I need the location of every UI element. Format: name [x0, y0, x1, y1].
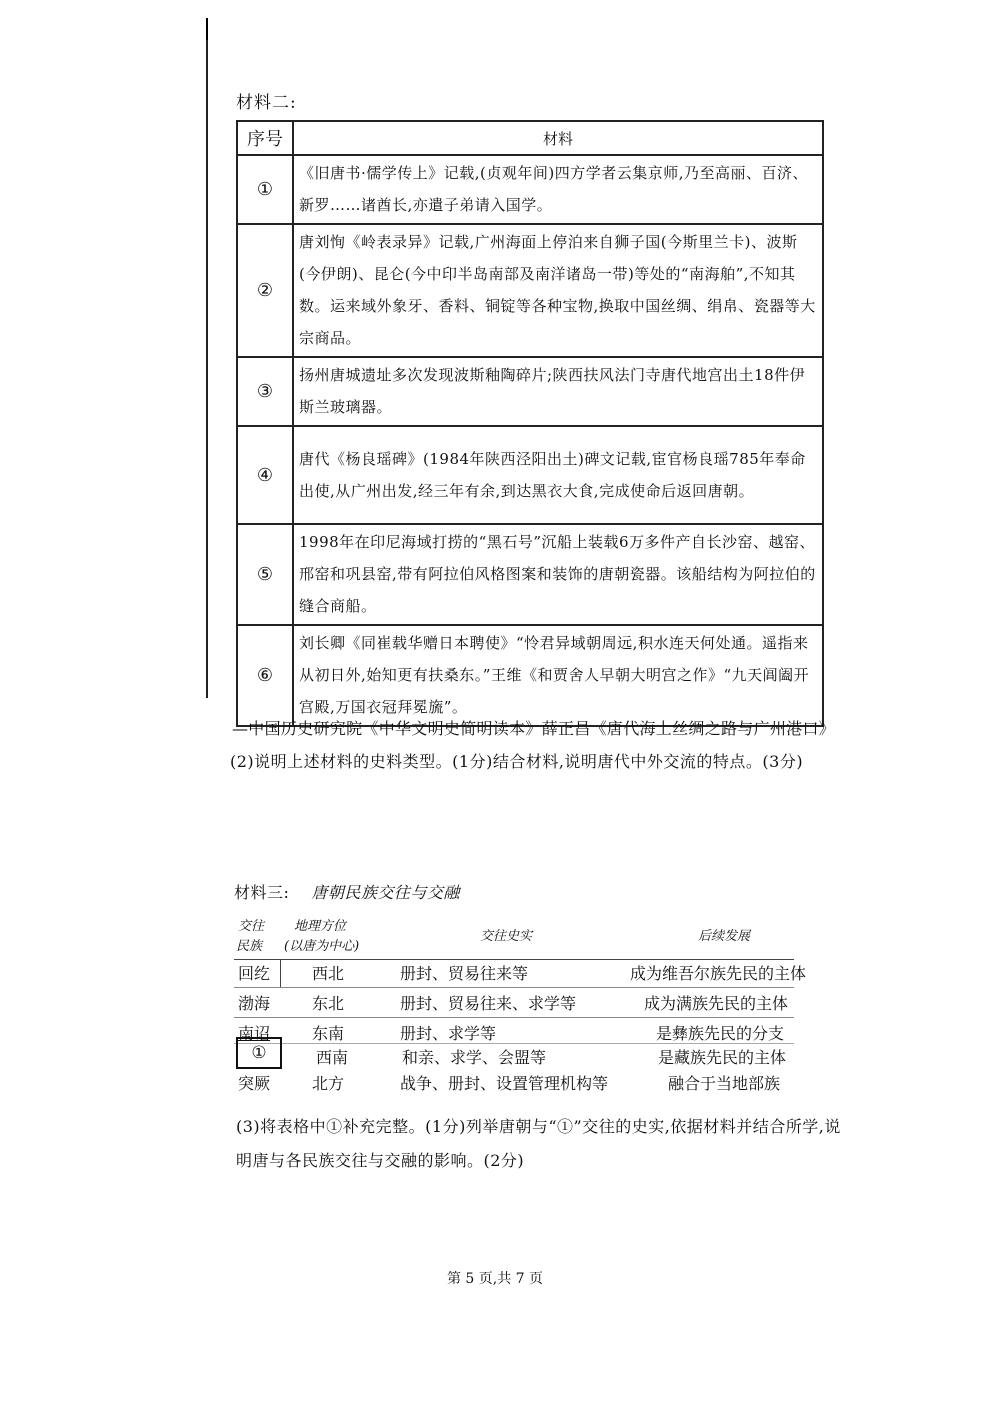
col-header-number: 序号	[237, 121, 293, 155]
row-nation: 突厥	[238, 1074, 271, 1093]
row-number: ⑥	[237, 625, 293, 726]
row-facts: 册封、求学等	[400, 1024, 497, 1043]
row-number: ④	[237, 426, 293, 524]
table-row	[237, 625, 823, 726]
header-direction-line1: 地理方位	[294, 919, 347, 934]
table-row	[237, 524, 823, 625]
material3-table	[234, 915, 834, 1095]
row-direction: 东南	[312, 1024, 345, 1043]
row-development: 成为满族先民的主体	[644, 994, 789, 1013]
table-row	[237, 155, 823, 224]
row-rule	[234, 1017, 794, 1018]
header-direction-line2: (以唐为中心)	[284, 939, 360, 954]
row-direction: 西北	[312, 964, 345, 983]
row-number: ③	[237, 357, 293, 426]
table-row	[237, 426, 823, 524]
margin-line	[206, 18, 208, 698]
material3-subtitle: 唐朝民族交往与交融	[311, 883, 460, 902]
row-direction: 西南	[316, 1048, 349, 1067]
row-number: ①	[237, 155, 293, 224]
row-text: 扬州唐城遗址多次发现波斯釉陶碎片;陕西扶风法门寺唐代地宫出土18件伊斯兰玻璃器。	[293, 357, 823, 426]
row-nation: 渤海	[238, 994, 271, 1013]
page-footer: 第 5 页,共 7 页	[446, 1271, 544, 1287]
row-development: 融合于当地部族	[668, 1074, 781, 1093]
table-header-row	[237, 121, 823, 155]
row-direction: 北方	[312, 1074, 345, 1093]
row-development: 是彝族先民的分支	[656, 1024, 785, 1043]
material3-label: 材料三:	[234, 883, 290, 902]
row-development: 成为维吾尔族先民的主体	[630, 964, 807, 983]
row-rule	[234, 987, 794, 988]
question-3: (3)将表格中①补充完整。(1分)列举唐朝与“①”交往的史实,依据材料并结合所学,说明唐与各民族交往与交融的影响。(2分)	[236, 1117, 841, 1170]
row-text: 唐刘恂《岭表录异》记载,广州海面上停泊来自狮子国(今斯里兰卡)、波斯(今伊朗)、昆仑(今中印半岛南部及南洋诸岛一带)等处的“南海舶”,不知其数。运来域外象牙、香料、铜锭等各种宝物,换取中国丝绸、绢帛、瓷器等大宗商品。	[293, 224, 823, 357]
header-rule	[234, 959, 794, 960]
row-facts: 册封、贸易往来、求学等	[400, 994, 577, 1013]
row-direction: 东北	[312, 994, 345, 1013]
row-number: ⑤	[237, 524, 293, 625]
row-rule	[234, 1043, 794, 1044]
blank-box: ①	[236, 1037, 282, 1069]
material3-heading	[234, 880, 460, 903]
question-2: (2)说明上述材料的史料类型。(1分)结合材料,说明唐代中外交流的特点。(3分)	[230, 752, 804, 771]
row-facts: 册封、贸易往来等	[400, 964, 529, 983]
row-nation: 回纥	[238, 964, 271, 983]
row-text: 唐代《杨良瑶碑》(1984年陕西泾阳出土)碑文记载,宦官杨良瑶785年奉命出使,从广州出发,经三年有余,到达黑衣大食,完成使命后返回唐朝。	[293, 426, 823, 524]
col-header-material: 材料	[293, 121, 823, 155]
header-facts: 交往史实	[480, 929, 533, 944]
row-text: 刘长卿《同崔载华赠日本聘使》“怜君异域朝周远,积水连天何处通。遥指来从初日外,始知更有扶桑东。”王维《和贾舍人早朝大明宫之作》“九天阊阖开宫殿,万国衣冠拜冕旒”。	[293, 625, 823, 726]
source-citation: —中国历史研究院《中华文明史简明读本》薛正昌《唐代海上丝绸之路与广州港口》	[232, 719, 836, 738]
row-text: 1998年在印尼海域打捞的“黑石号”沉船上装载6万多件产自长沙窑、越窑、邢窑和巩县窑,带有阿拉伯风格图案和装饰的唐朝瓷器。该船结构为阿拉伯的缝合商船。	[293, 524, 823, 625]
material2-heading: 材料二:	[236, 93, 297, 113]
header-nation-line2: 民族	[236, 939, 263, 954]
margin-tick	[206, 18, 208, 40]
row-facts: 战争、册封、设置管理机构等	[400, 1074, 609, 1093]
row-text: 《旧唐书·儒学传上》记载,(贞观年间)四方学者云集京师,乃至高丽、百济、新罗……诸酋长,亦遣子弟请入国学。	[293, 155, 823, 224]
header-development: 后续发展	[698, 929, 751, 944]
column-divider	[280, 959, 281, 987]
row-number: ②	[237, 224, 293, 357]
material2-table	[236, 120, 824, 727]
row-development: 是藏族先民的主体	[658, 1048, 787, 1067]
table-row	[237, 357, 823, 426]
table-row	[237, 224, 823, 357]
header-nation-line1: 交往	[238, 919, 265, 934]
row-facts: 和亲、求学、会盟等	[402, 1048, 547, 1067]
row-nation: 南诏	[238, 1024, 271, 1043]
